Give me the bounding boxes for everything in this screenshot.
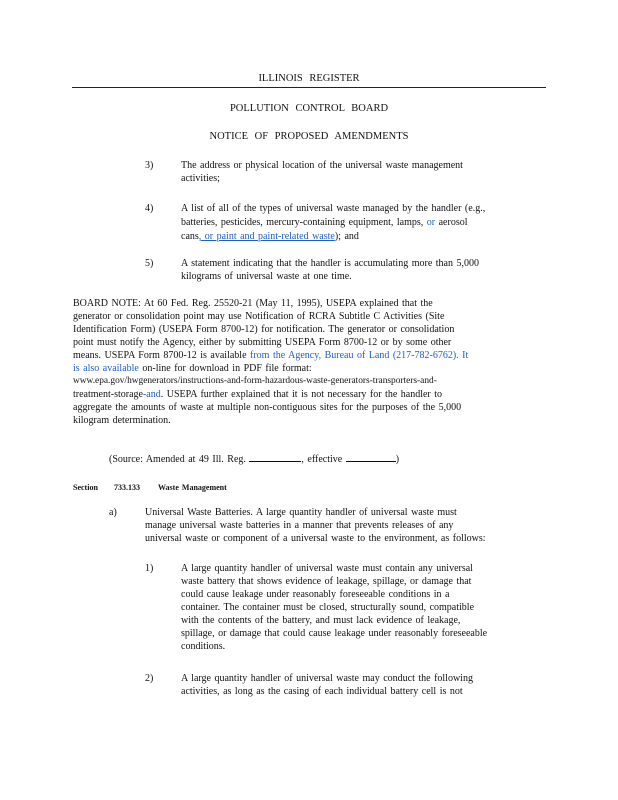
board-note-line-6: is also available on-line for download in PDF file format: <box>73 363 312 374</box>
item-5-line-1: A statement indicating that the handler is accumulating more than 5,000 <box>181 258 479 269</box>
effective-blank <box>346 451 396 462</box>
section-label: Section <box>73 483 98 492</box>
para-a-line-2: manage universal waste batteries in a manner that prevents releases of any <box>145 520 454 531</box>
section-title: Waste Management <box>158 483 227 492</box>
board-note-line-10: kilogram determination. <box>73 415 171 426</box>
item-4-line-1: A list of all of the types of universal waste managed by the handler (e.g., <box>181 203 486 214</box>
board-note-line-8: treatment-storage-and. USEPA further explained that it is not necessary for the handler to <box>73 389 443 400</box>
sub-1-line-5: with the contents of the battery, and must lack evidence of leakage, <box>181 615 461 626</box>
register-title: ILLINOIS REGISTER <box>258 73 360 84</box>
sub-2-line-2: activities, as long as the casing of each individual battery cell is not <box>181 686 463 697</box>
item-5-number: 5) <box>145 258 154 269</box>
board-note-line-1: BOARD NOTE: At 60 Fed. Reg. 25520-21 (May 11, 1995), USEPA explained that the <box>73 298 433 309</box>
item-5-line-2: kilograms of universal waste at one time. <box>181 271 352 282</box>
sub-1-line-2: waste battery that shows evidence of leakage, spillage, or damage that <box>181 576 472 587</box>
para-a-line-3: universal waste or component of a universal waste to the environment, as follows: <box>145 533 486 544</box>
board-note-line-5: means. USEPA Form 8700-12 is available from the Agency, Bureau of Land (217-782-6762). It <box>73 350 469 361</box>
board-note-url-line: www.epa.gov/hwgenerators/instructions-and-form-hazardous-waste-generators-transporters-and- <box>73 376 437 386</box>
header-rule <box>72 87 546 88</box>
board-title: POLLUTION CONTROL BOARD <box>229 103 389 114</box>
item-4-number: 4) <box>145 203 154 214</box>
para-a-line-1: Universal Waste Batteries. A large quantity handler of universal waste must <box>145 507 457 518</box>
sub-1-line-6: spillage, or damage that could cause leakage under reasonably foreseeable <box>181 628 488 639</box>
board-note-line-3: Identification Form) (USEPA Form 8700-12) for notification. The generator or consolidation <box>73 324 455 335</box>
sub-1-line-4: container. The container must be closed, structurally sound, compatible <box>181 602 475 613</box>
item-3-number: 3) <box>145 160 154 171</box>
section-number: 733.133 <box>114 483 140 492</box>
board-note-line-9: aggregate the amounts of waste at multiple non-contiguous sites for the purposes of the 5,000 <box>73 402 462 413</box>
sub-1-number: 1) <box>145 563 154 574</box>
reg-blank <box>249 451 301 462</box>
sub-2-number: 2) <box>145 673 154 684</box>
sub-1-line-3: could cause leakage under reasonably foreseeable conditions in a <box>181 589 450 600</box>
para-a-letter: a) <box>109 507 117 518</box>
board-note-line-2: generator or consolidation point may use Notification of RCRA Subtitle C Activities (Site <box>73 311 445 322</box>
sub-2-line-1: A large quantity handler of universal waste may conduct the following <box>181 673 473 684</box>
notice-title: NOTICE OF PROPOSED AMENDMENTS <box>209 131 409 142</box>
item-3-line-2: activities; <box>181 173 220 184</box>
sub-1-line-7: conditions. <box>181 641 226 652</box>
inserted-text: , or paint and paint-related waste <box>198 231 335 242</box>
item-4-line-3: cans, or paint and paint-related waste); and <box>181 231 359 242</box>
source-line: (Source: Amended at 49 Ill. Reg. , effective ) <box>109 451 399 467</box>
sub-1-line-1: A large quantity handler of universal waste must contain any universal <box>181 563 473 574</box>
item-4-line-2: batteries, pesticides, mercury-containing equipment, lamps, or aerosol <box>181 217 468 228</box>
board-note-line-4: point must notify the Agency, either by submitting USEPA Form 8700-12 or by some other <box>73 337 452 348</box>
item-3-line-1: The address or physical location of the universal waste management <box>181 160 463 171</box>
